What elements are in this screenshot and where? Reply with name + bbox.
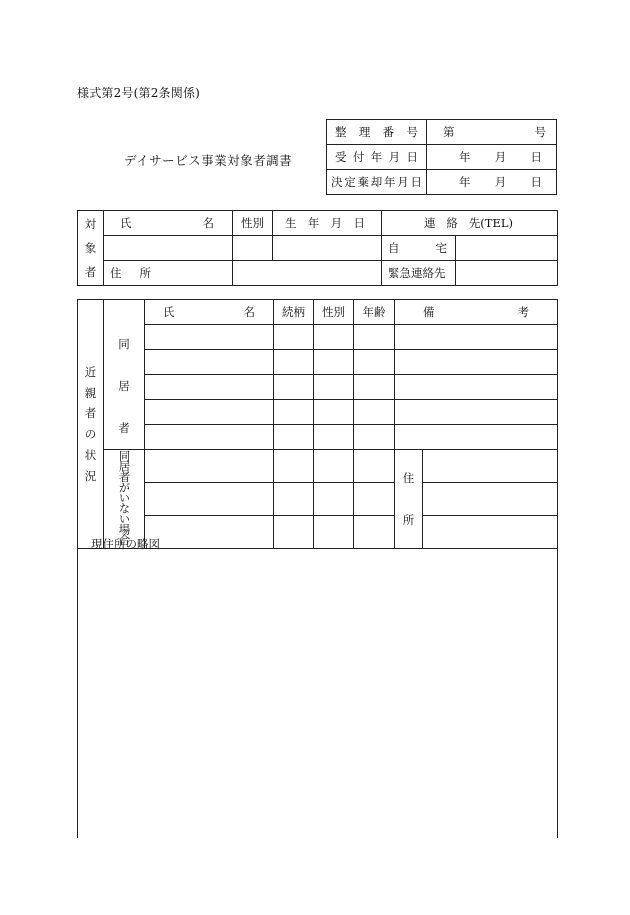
reception-row-decision: 決 定 棄 却 年 月 日 年 月 日	[327, 170, 557, 195]
cohabiting-label: 同 居 者	[104, 300, 145, 450]
reception-row-number: 整 理 番 号 第 号	[327, 120, 557, 145]
document-title: デイサービス事業対象者調書	[124, 153, 293, 168]
address-field[interactable]	[233, 261, 382, 286]
name-header: 氏 名	[104, 211, 233, 236]
home-label: 自 宅	[382, 236, 456, 261]
home-phone-field[interactable]	[456, 236, 558, 261]
relative-address-field[interactable]	[423, 450, 558, 483]
subject-side-label: 対 象 者	[78, 211, 104, 286]
reception-number-field[interactable]: 第 号	[427, 120, 557, 145]
emergency-field[interactable]	[456, 261, 558, 286]
cohabitant-row	[78, 425, 558, 450]
remarks-header: 備 考	[395, 300, 558, 325]
cohabitant-row	[78, 375, 558, 400]
noncohabiting-label: 同居者がいない場合	[104, 450, 145, 549]
cohabitant-row	[78, 400, 558, 425]
reception-table	[326, 119, 557, 195]
age-header: 年齢	[354, 300, 395, 325]
sex-header: 性別	[233, 211, 273, 236]
noncohabitant-row	[78, 482, 558, 515]
relatives-side-label: 近 親 者 の 状 況	[78, 300, 104, 549]
map-sketch-area[interactable]	[77, 528, 558, 838]
noncohabitant-row	[78, 450, 558, 483]
dob-header: 生 年 月 日	[273, 211, 382, 236]
reception-row-received: 受 付 年 月 日 年 月 日	[327, 145, 557, 170]
relatives-table	[77, 299, 558, 549]
cohabitant-row	[78, 350, 558, 375]
relation-header: 続柄	[274, 300, 314, 325]
form-number: 様式第2号(第2条関係)	[77, 86, 201, 100]
decision-date-field[interactable]: 年 月 日	[427, 170, 557, 195]
subject-table	[77, 210, 558, 286]
reception-date-field[interactable]: 年 月 日	[427, 145, 557, 170]
relative-sex-header: 性別	[314, 300, 354, 325]
cohabitant-row	[78, 325, 558, 350]
contact-header: 連 絡 先(TEL)	[382, 211, 558, 236]
address-label: 住 所	[104, 261, 233, 286]
emergency-label: 緊急連絡先	[382, 261, 456, 286]
sex-field[interactable]	[233, 236, 273, 261]
name-field[interactable]	[104, 236, 233, 261]
relative-name-header: 氏 名	[145, 300, 274, 325]
dob-field[interactable]	[273, 236, 382, 261]
relative-address-label: 住 所	[395, 450, 423, 549]
map-label: 現住所の略図	[91, 537, 160, 551]
